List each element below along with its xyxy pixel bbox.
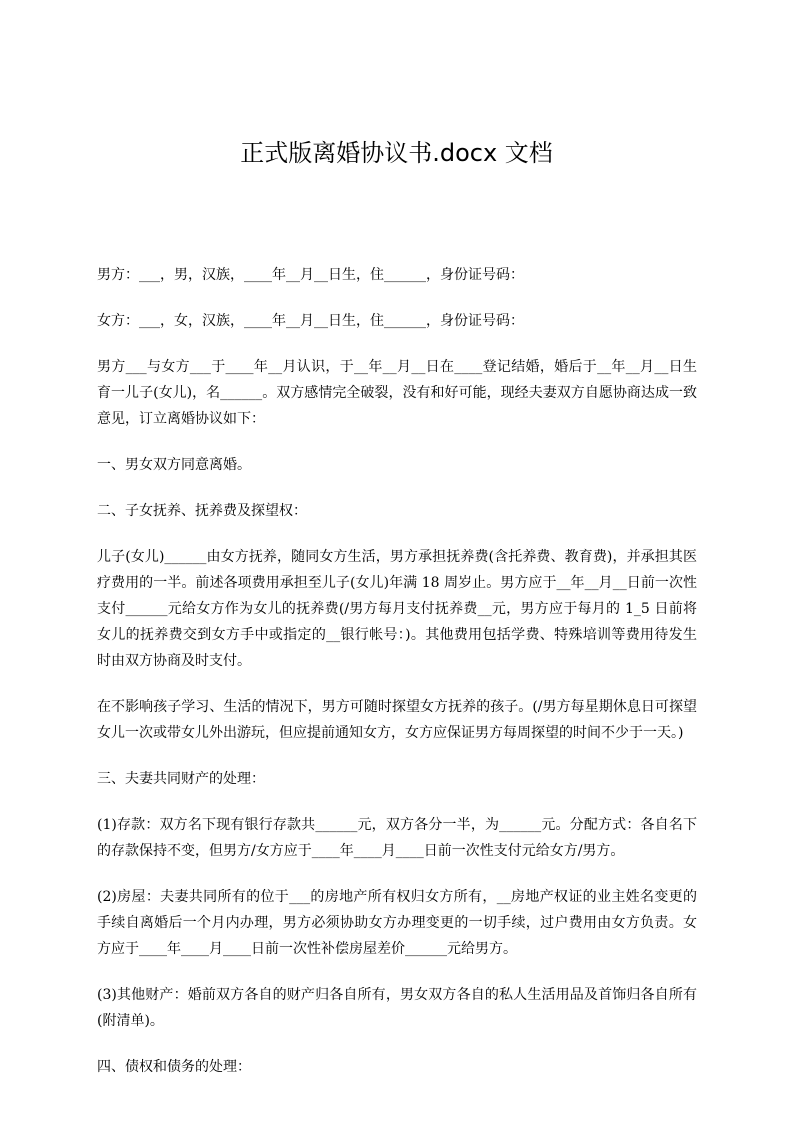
section-heading-debts: 四、债权和债务的处理： <box>97 1059 251 1075</box>
section-heading-divorce: 一、男女双方同意离婚。 <box>97 457 251 473</box>
paragraph-background: 男方___与女方___于____年__月认识，于__年__月__日在____登记结婚，婚后于__年__月__日生育一儿子(女儿)，名______。双方感情完全破裂，没有和好可能，现经夫妻双方自愿协商达成一致意见，订立离婚协议如下： <box>97 359 697 427</box>
paragraph-deposits: (1)存款：双方名下现有银行存款共______元，双方各分一半，为______元。分配方式：各自名下的存款保持不变，但男方/女方应于____年____月____日前一次性支付元给女方/男方。 <box>97 817 697 859</box>
paragraph-house: (2)房屋：夫妻共同所有的位于___的房地产所有权归女方所有，__房地产权证的业主姓名变更的手续自离婚后一个月内办理，男方必须协助女方办理变更的一切手续，过户费用由女方负责。女方应于____年____月____日前一次性补偿房屋差价______元给男方。 <box>97 889 697 957</box>
section-heading-custody: 二、子女抚养、抚养费及探望权： <box>97 503 307 519</box>
paragraph-wife-info: 女方：___，女，汉族，____年__月__日生，住______，身份证号码： <box>97 313 524 329</box>
paragraph-other-property: (3)其他财产：婚前双方各自的财产归各自所有，男女双方各自的私人生活用品及首饰归各自所有(附清单)。 <box>97 987 697 1029</box>
paragraph-visitation: 在不影响孩子学习、生活的情况下，男方可随时探望女方抚养的孩子。(/男方每星期休息日可探望女儿一次或带女儿外出游玩，但应提前通知女方，女方应保证男方每周探望的时间不少于一天。) <box>97 699 697 741</box>
section-heading-property: 三、夫妻共同财产的处理： <box>97 771 265 787</box>
paragraph-husband-info: 男方：___，男，汉族，____年__月__日生，住______，身份证号码： <box>97 267 524 283</box>
paragraph-custody: 儿子(女儿)______由女方抚养，随同女方生活，男方承担抚养费(含托养费、教育费)，并承担其医疗费用的一半。前述各项费用承担至儿子(女儿)年满 18 周岁止。男方应于__年__月__日前一次性支付______元给女方作为女儿的抚养费(/男方每月支付抚养费__元，男方应于每月的 1_5 日前将女儿的抚养费交到女方手中或指定的__银行帐号：)。其他费用包括学费、特殊培训等费用待发生时由双方协商及时支付。 <box>97 549 697 669</box>
document-body <box>97 262 697 1100</box>
document-title: 正式版离婚协议书.docx 文档 <box>240 139 553 167</box>
